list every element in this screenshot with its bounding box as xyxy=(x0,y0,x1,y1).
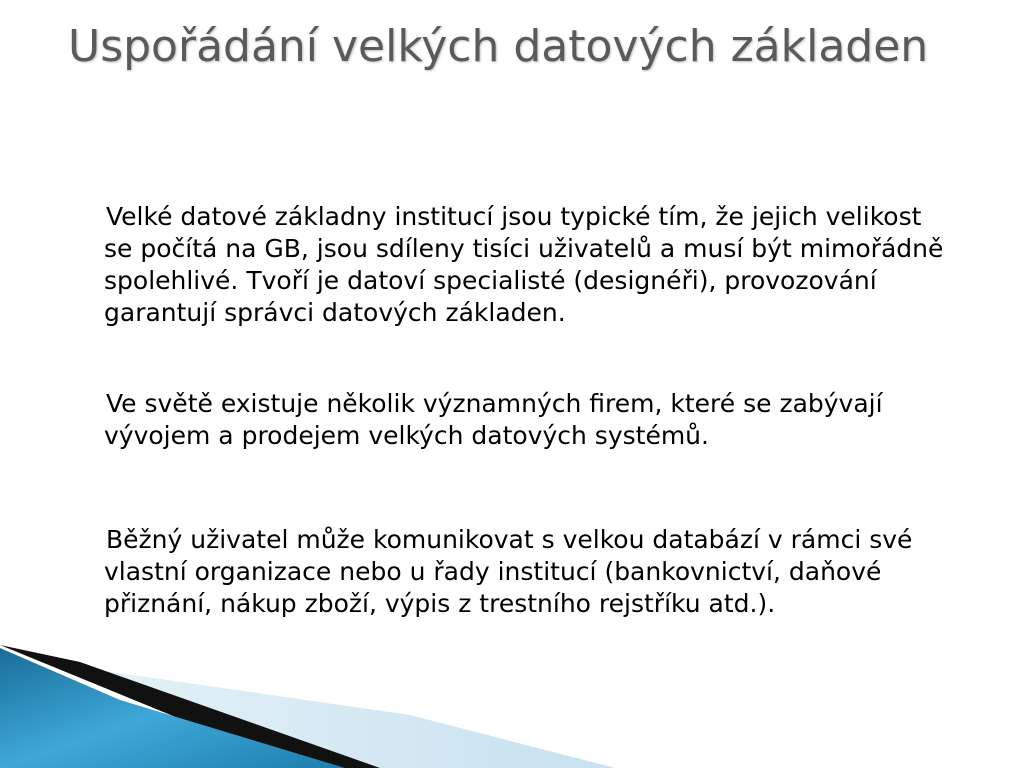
paragraph-1: Velké datové základny institucí jsou typické tím, že jejich velikost se počítá na GB, jsou sdíleny tisíci uživatelů a musí být mimořádně spolehlivé. Tvoří je datoví specialisté (designéři), provozování garantují správci datových základen. xyxy=(104,202,944,327)
light-swoosh-band xyxy=(70,666,615,768)
blue-swoosh-band xyxy=(0,648,345,768)
slide-title: Uspořádání velkých datových základen xyxy=(68,21,929,72)
paragraph-2: Ve světě existuje několik významných firem, které se zabývají vývojem a prodejem velkých datových systémů. xyxy=(104,389,883,450)
paragraph-3: Běžný uživatel může komunikovat s velkou databází v rámci své vlastní organizace nebo u řady institucí (bankovnictví, daňové přiznání, nákup zboží, výpis z trestního rejstříku atd.). xyxy=(104,525,913,618)
dark-swoosh-band xyxy=(0,645,380,768)
